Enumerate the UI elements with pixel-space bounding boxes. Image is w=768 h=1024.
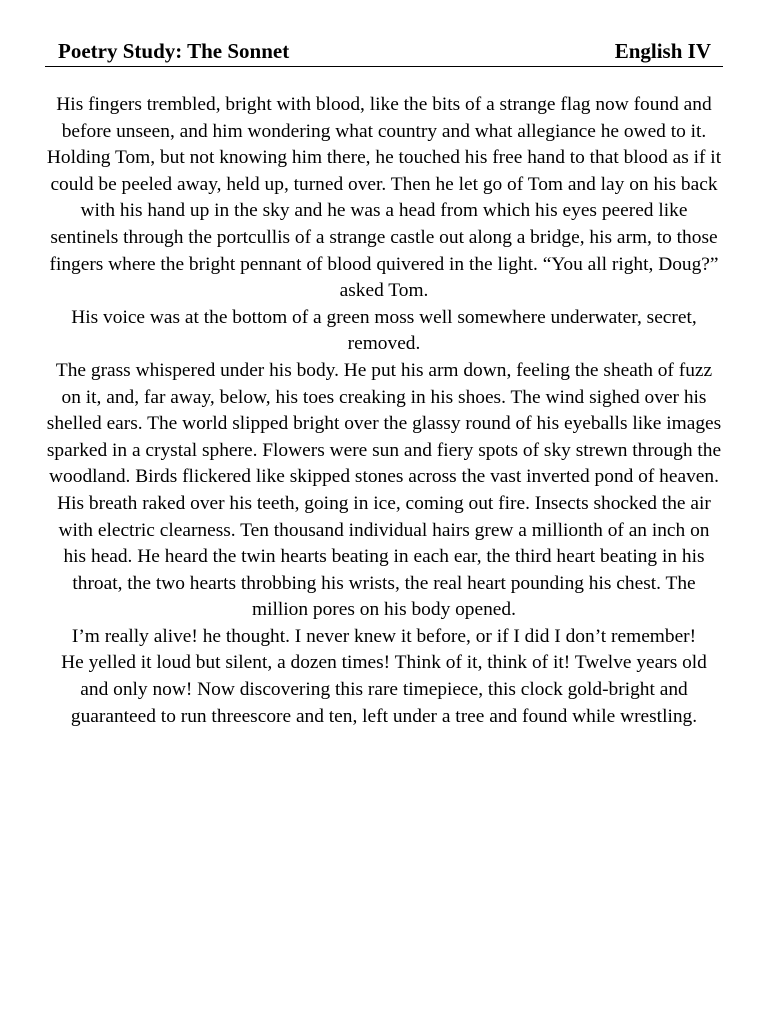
- page-header: [45, 36, 723, 67]
- header-course: English IV: [614, 39, 711, 63]
- paragraph: His voice was at the bottom of a green moss well somewhere underwater, secret, removed.: [71, 306, 697, 355]
- paragraph: He yelled it loud but silent, a dozen times! Think of it, think of it! Twelve years old and only now! Now discovering this rare timepiece, this clock gold-bright and guaranteed to run threescore and ten, left under a tree and found while wrestling.: [61, 652, 707, 727]
- paragraph: I’m really alive! he thought. I never knew it before, or if I did I don’t remember!: [71, 625, 697, 647]
- body-text: [45, 92, 723, 730]
- paragraph: The grass whispered under his body. He put his arm down, feeling the sheath of fuzz on it, and, far away, below, his toes creaking in his shoes. The wind sighed over his shelled ears. The world slipped bright over the glassy round of his eyeballs like images sparked in a crystal sphere. Flowers were sun and fiery spots of sky strewn through the woodland. Birds flickered like skipped stones across the vast inverted pond of heaven.: [46, 359, 722, 488]
- paragraph: His breath raked over his teeth, going in ice, coming out fire. Insects shocked the air with electric clearness. Ten thousand individual hairs grew a millionth of an inch on his head. He heard the twin hearts beating in each ear, the third heart beating in his throat, the two hearts throbbing his wrists, the real heart pounding his chest. The million pores on his body opened.: [57, 492, 711, 621]
- header-title: Poetry Study: The Sonnet: [58, 39, 290, 63]
- paragraph: His fingers trembled, bright with blood, like the bits of a strange flag now found and before unseen, and him wondering what country and what allegiance he owed to it. Holding Tom, but not knowing him there, he touched his free hand to that blood as if it could be peeled away, held up, turned over. Then he let go of Tom and lay on his back with his hand up in the sky and he was a head from which his eyes peered like sentinels through the portcullis of a strange castle out along a bridge, his arm, to those fingers where the bright pennant of blood quivered in the light. “You all right, Doug?” asked Tom.: [46, 94, 722, 302]
